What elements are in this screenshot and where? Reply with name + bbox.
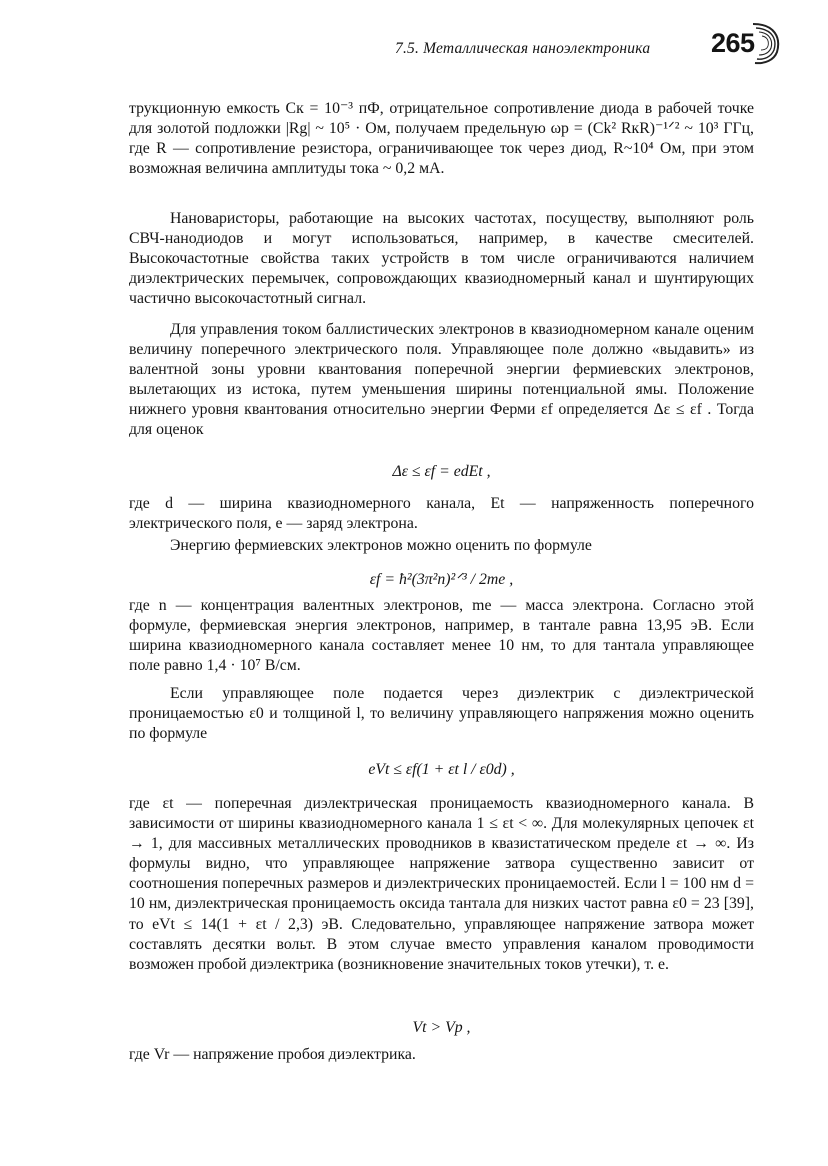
running-title: 7.5. Металлическая наноэлектроника	[395, 40, 651, 57]
page-ornament-icon	[749, 18, 785, 68]
page-number: 265	[711, 28, 755, 58]
equation-4: Vt > Vp ,	[412, 1019, 471, 1036]
paragraph-4: где d — ширина квазиодномерного канала, Et — напряженность поперечного электрического поля, e — заряд электрона.	[129, 495, 754, 533]
page-header	[395, 28, 795, 76]
paragraph-2: Нановаристоры, работающие на высоких частотах, посуществу, выполняют роль СВЧ-нанодиодов и могут использоваться, например, в качестве смесителей. Высокочастотные свойства таких устройств в том числе ограничиваются наличием диэлектрических перемычек, сопровождающих квазиодномерный канал и шунтирующих частично высокочастотный сигнал.	[129, 210, 754, 308]
equation-1: Δε ≤ εf = edEt ,	[392, 463, 491, 480]
paragraph-5: Энергию фермиевских электронов можно оценить по формуле	[170, 537, 592, 554]
paragraph-7: Если управляющее поле подается через диэлектрик с диэлектрической проницаемостью ε0 и толщиной l, то величину управляющего напряжения можно оценить по формуле	[129, 685, 754, 743]
equation-2: εf = ħ²(3π²n)²ᐟ³ / 2me ,	[369, 571, 514, 588]
paragraph-8: где εt — поперечная диэлектрическая проницаемость квазиодномерного канала. В зависимости от ширины квазиодномерного канала 1 ≤ εt < ∞. Для молекулярных цепочек εt → 1, для массивных металлических проводников в квазистатическом пределе εt → ∞. Из формулы видно, что управляющее напряжение затвора существенно зависит от соотношения поперечных размеров и диэлектрических проницаемостей. Если l = 100 нм d = 10 нм, диэлектрическая проницаемость оксида тантала для низких частот равна ε0 = 23 [39], то eVt ≤ 14(1 + εt / 2,3) эВ. Следовательно, управляющее напряжение затвора может составлять десятки вольт. В этом случае вместо управления каналом проводимости возможен пробой диэлектрика (возникновение значительных токов утечки), т. е.	[129, 795, 754, 973]
paragraph-1: трукционную емкость Cк = 10⁻³ пФ, отрицательное сопротивление диода в рабочей точке для золотой подложки |Rg| ~ 10⁵ · Ом, получаем предельную ωр = (Ck² RкR)⁻¹ᐟ² ~ 10³ ГГц, где R — сопротивление резистора, ограничивающее ток через диод, R~10⁴ Ом, при этом возможная величина амплитуды тока ~ 0,2 мА.	[129, 100, 754, 178]
paragraph-6: где n — концентрация валентных электронов, me — масса электрона. Согласно этой формуле, фермиевская энергия электронов, например, в тантале равна 13,95 эВ. Если ширина квазиодномерного канала составляет менее 10 нм, то для тантала управляющее поле равно 1,4 · 10⁷ В/см.	[129, 597, 754, 675]
paragraph-9: где Vr — напряжение пробоя диэлектрика.	[129, 1046, 416, 1063]
equation-3: eVt ≤ εf(1 + εt l / ε0d) ,	[368, 761, 515, 778]
paragraph-3: Для управления током баллистических электронов в квазиодномерном канале оценим величину поперечного электрического поля. Управляющее поле должно «выдавить» из валентной зоны уровни квантования поперечной энергии фермиевских электронов, вылетающих из истока, путем уменьшения ширины потенциальной ямы. Положение нижнего уровня квантования относительно энергии Ферми εf определяется Δε ≤ εf . Тогда для оценок	[129, 321, 754, 439]
